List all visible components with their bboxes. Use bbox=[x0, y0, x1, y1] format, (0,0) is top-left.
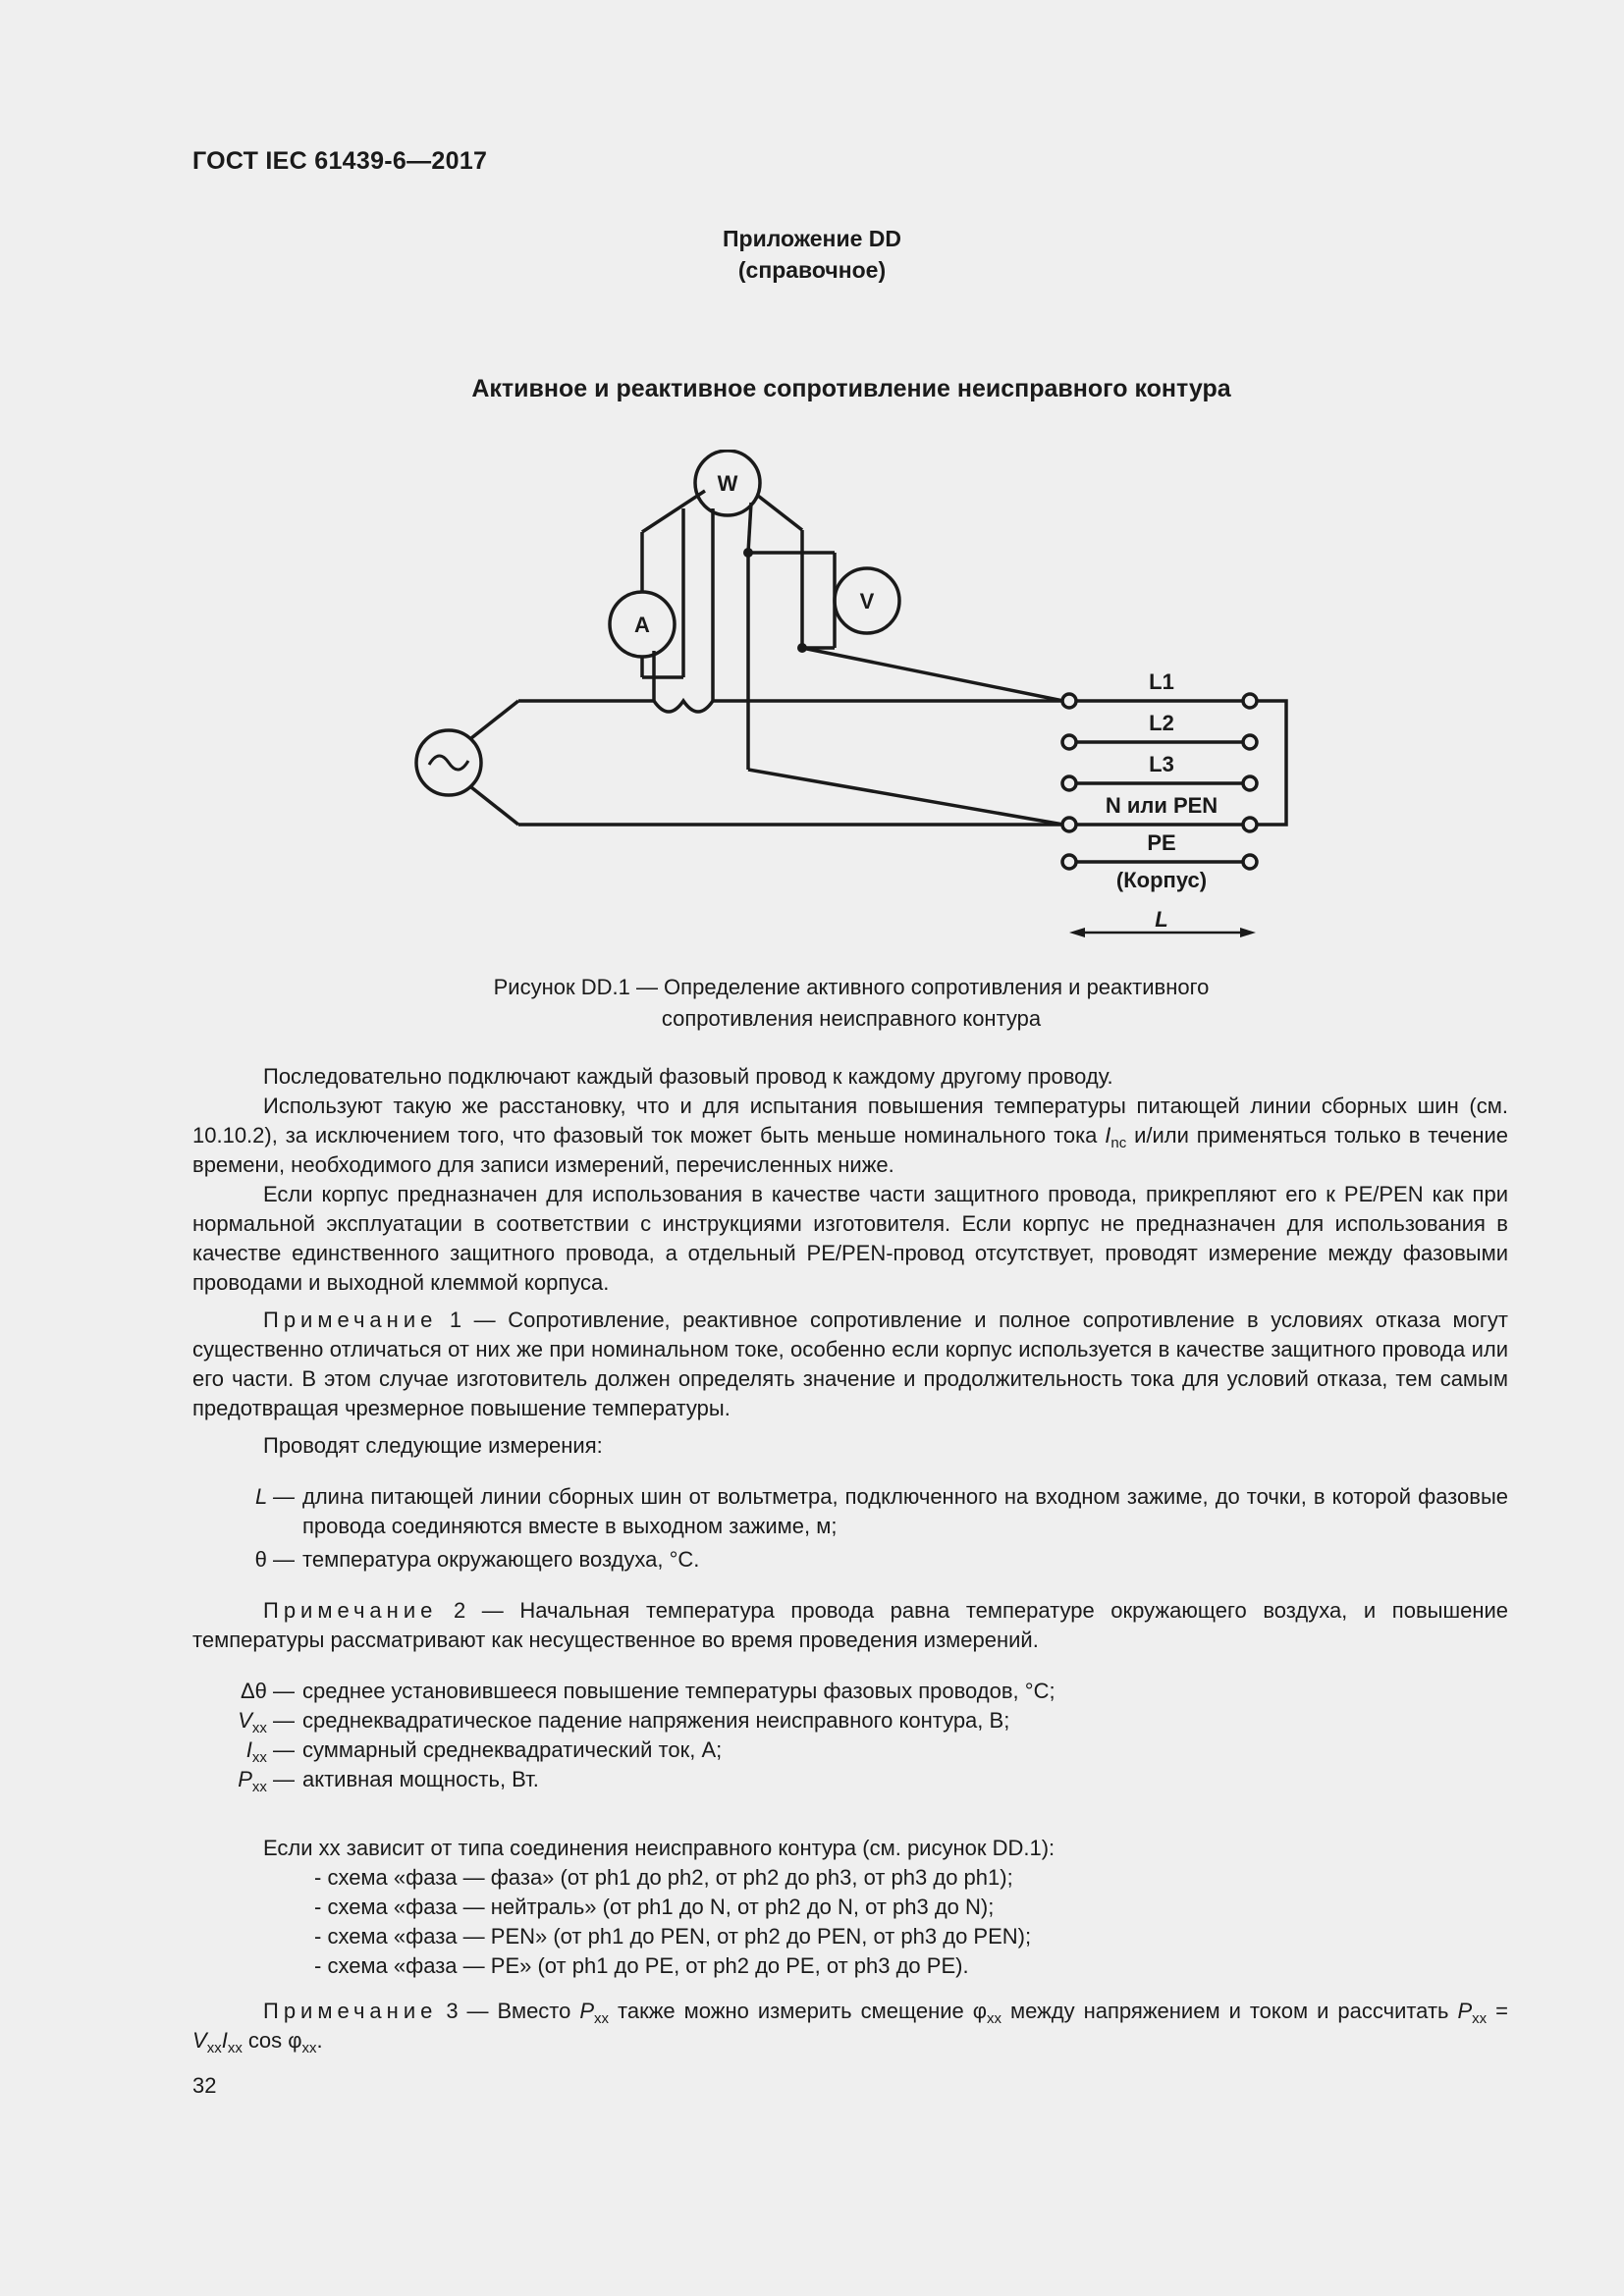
conductor-label-l2: L2 bbox=[1149, 711, 1174, 735]
list-item: - схема «фаза — PE» (от ph1 до PE, от ph2 до PE, от ph3 до PE). bbox=[314, 1953, 969, 1978]
paragraph-1: Последовательно подключают каждый фазовый провод к каждому другому проводу. bbox=[263, 1064, 1113, 1089]
wattmeter-label: W bbox=[717, 471, 738, 496]
length-label: L bbox=[1155, 907, 1168, 932]
definition-active-power: $P_{xx}$ — активная мощность, Вт. bbox=[238, 1767, 539, 1795]
conductor-label-n-pen: N или PEN bbox=[1105, 793, 1218, 818]
ammeter-label: A bbox=[634, 613, 650, 637]
voltmeter-label: V bbox=[859, 589, 875, 614]
note-3: Примечание 3 — Вместо $P_{xx}$ также можно измерить смещение $\varphi_{xx}$ между напряжением и током и рассчитать $P_{xx} = V_{xx}I_{xx}$ $\cos \varphi_{xx}$. bbox=[192, 1999, 1508, 2056]
definition-ambient-temperature: θ — температура окружающего воздуха, °С. bbox=[254, 1547, 700, 1572]
paragraph-2: Используют такую же расстановку, что и для испытания повышения температуры питающей линии сборных шин (см. 10.10.2), за исключением того, что фазовый ток может быть меньше номинального тока $I_{nc}$ и/или применяться только в течение времени, необходимого для записи измерений, перечисленных ниже. bbox=[192, 1094, 1508, 1177]
fault-loop-circuit-diagram bbox=[393, 450, 1316, 950]
standard-header: ГОСТ IEC 61439-6—2017 bbox=[192, 147, 488, 175]
page-number: 32 bbox=[192, 2073, 217, 2098]
section-title: Активное и реактивное сопротивление неисправного контура bbox=[471, 375, 1231, 402]
figure-caption: Рисунок DD.1 — Определение активного сопротивления и реактивного сопротивления неисправного контура bbox=[493, 975, 1210, 1031]
appendix-type: (справочное) bbox=[737, 257, 887, 283]
definition-voltage-drop: $V_{xx}$ — среднеквадратическое падение напряжения неисправного контура, В; bbox=[238, 1708, 1010, 1736]
paragraph-5: Если хх зависит от типа соединения неисправного контура (см. рисунок DD.1): bbox=[263, 1836, 1056, 1860]
conductor-label-l1: L1 bbox=[1149, 669, 1174, 694]
enclosure-label: (Корпус) bbox=[1115, 868, 1208, 892]
paragraph-3: Если корпус предназначен для использования в качестве части защитного провода, прикрепляют его к PE/PEN как при нормальной эксплуатации в соответствии с инструкциями изготовителя. Если корпус не предназначен для использования в качестве единственного защитного провода, а отдельный PE/PEN-провод отсутствует, проводят измерение между фазовыми проводами и выходной клеммой корпуса. bbox=[192, 1182, 1508, 1295]
definitions-list-2 bbox=[192, 1677, 1508, 1794]
list-item: - схема «фаза — нейтраль» (от ph1 до N, от ph2 до N, от ph3 до N); bbox=[314, 1895, 995, 1919]
definition-current: $I_{xx}$ — суммарный среднеквадратический ток, А; bbox=[245, 1737, 723, 1766]
conductor-label-l3: L3 bbox=[1149, 752, 1174, 776]
list-item: - схема «фаза — PEN» (от ph1 до PEN, от ph2 до PEN, от ph3 до PEN); bbox=[314, 1924, 1032, 1949]
conductor-label-pe: PE bbox=[1147, 830, 1176, 855]
connection-schemes-list bbox=[314, 1863, 1031, 1981]
definition-temperature-rise: Δθ — среднее установившееся повышение температуры фазовых проводов, °С; bbox=[240, 1679, 1056, 1703]
list-item: - схема «фаза — фаза» (от ph1 до ph2, от ph2 до ph3, от ph3 до ph1); bbox=[314, 1865, 1013, 1890]
body-text-block-1 bbox=[192, 1062, 1508, 1461]
paragraph-4: Проводят следующие измерения: bbox=[263, 1433, 603, 1458]
definitions-list-1 bbox=[192, 1482, 1508, 1575]
definition-length: L — длина питающей линии сборных шин от вольтметра, подключенного на входном зажиме, до точки, в которой фазовые провода соединяются вместе в выходном зажиме, м; bbox=[255, 1484, 1508, 1538]
note-2: Примечание 2 — Начальная температура провода равна температуре окружающего воздуха, и повышение температуры рассматривают как несущественное во время проведения измерений. bbox=[192, 1598, 1508, 1652]
note-1: Примечание 1 — Сопротивление, реактивное сопротивление и полное сопротивление в условиях отказа могут существенно отличаться от них же при номинальном токе, особенно если корпус используется в качестве защитного провода или его части. В этом случае изготовитель должен определять значение и продолжительность тока для условий отказа, тем самым предотвращая чрезмерное повышение температуры. bbox=[192, 1308, 1508, 1420]
appendix-title: Приложение DD bbox=[722, 226, 901, 251]
